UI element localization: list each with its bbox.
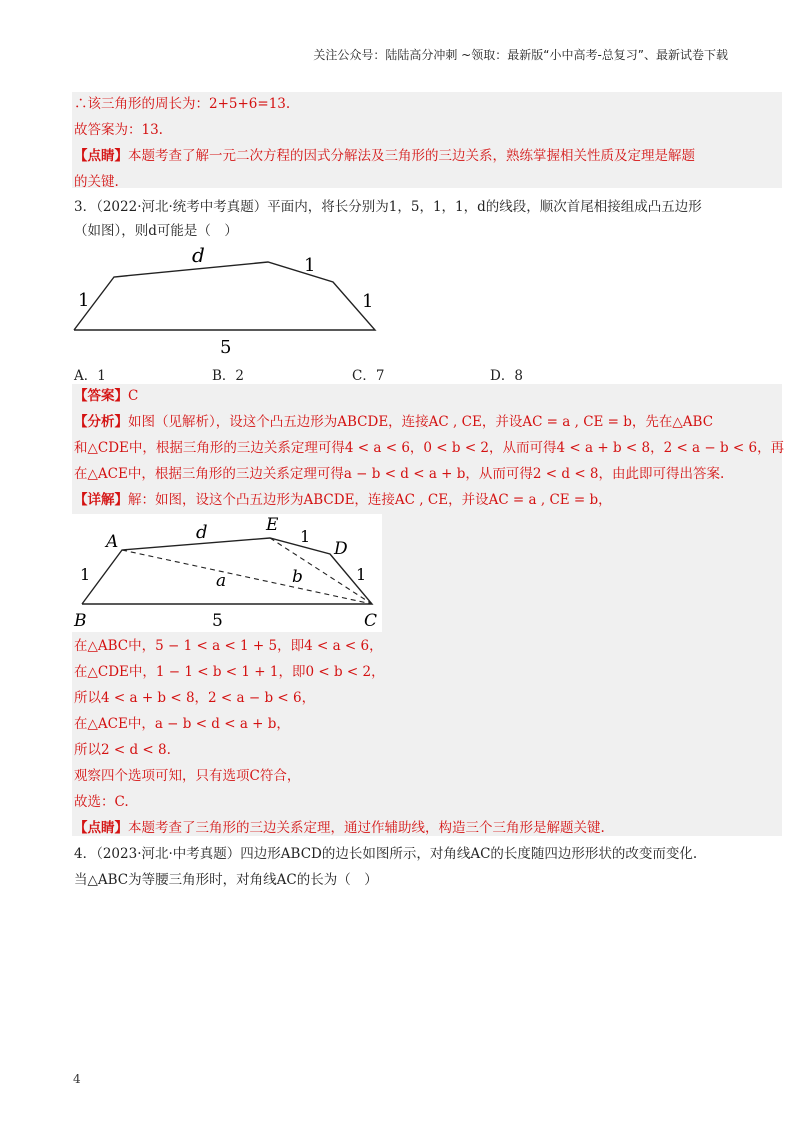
question-4-line-1: 4．（2023·河北·中考真题）四边形ABCD的边长如图所示，对角线AC的长度随四边形形状的改变而变化.: [74, 846, 698, 862]
answer-row: [74, 386, 138, 406]
analysis-text-1: 如图（见解析），设这个凸五边形为ABCDE，连接AC , CE，并设AC = a , CE = b，先在△ABC: [128, 414, 714, 430]
option-d: D．8: [490, 368, 523, 384]
vertex-e: E: [266, 515, 279, 535]
question-4-line-2: 当△ABC为等腰三角形时，对角线AC的长为（ ）: [74, 872, 378, 888]
vertex-c: C: [364, 611, 378, 631]
pentagon-outline: [74, 262, 375, 330]
analysis-line-3: 在△ACE中，根据三角形的三边关系定理可得a − b < d < a + b，从而可得2 < d < 8，由此即可得出答案.: [74, 466, 725, 482]
step-6: 观察四个选项可知，只有选项C符合，: [74, 768, 301, 784]
pentagon-figure: [60, 240, 390, 360]
tip-line-q3: [74, 818, 605, 838]
label-a-2: a: [216, 571, 227, 591]
step-4: 在△ACE中，a − b < d < a + b，: [74, 716, 290, 732]
label-1-left: 1: [78, 290, 90, 311]
label-1-upper: 1: [304, 255, 316, 276]
detail-text-1: 解：如图，设这个凸五边形为ABCDE，连接AC , CE，并设AC = a , CE = b，: [128, 492, 612, 508]
question-3-line-1: 3．（2022·河北·统考中考真题）平面内，将长分别为1，5，1，1，d的线段，顺次首尾相接组成凸五边形: [74, 199, 702, 215]
step-7: 故选：C.: [74, 794, 129, 810]
analysis-line-2: 和△CDE中，根据三角形的三边关系定理可得4 < a < 6，0 < b < 2，从而可得4 < a + b < 8，2 < a − b < 6，再: [74, 440, 785, 456]
label-1-right-2: 1: [356, 565, 367, 584]
option-b: B．2: [212, 368, 245, 384]
label-5-bottom-2: 5: [212, 611, 223, 631]
detail-line-1: [74, 490, 612, 510]
label-5-bottom: 5: [220, 337, 232, 358]
tip-line-2: 的关键.: [74, 174, 119, 190]
label-1-left-2: 1: [80, 565, 91, 584]
label-d-2: d: [196, 522, 208, 543]
answer-tag: 【答案】: [74, 388, 128, 404]
vertex-a: A: [106, 532, 119, 552]
tip-tag: 【点睛】: [74, 148, 128, 164]
vertex-b: B: [74, 611, 87, 631]
step-3: 所以4 < a + b < 8，2 < a − b < 6，: [74, 690, 316, 706]
option-a: A．1: [74, 368, 106, 384]
page-header: 关注公众号：陆陆高分冲刺 ~领取：最新版“小中高考-总复习”、最新试卷下载: [313, 48, 728, 62]
step-1: 在△ABC中，5 − 1 < a < 1 + 5，即4 < a < 6，: [74, 638, 383, 654]
label-ed-1: 1: [300, 527, 311, 546]
question-3-line-2: （如图），则d可能是（ ）: [74, 223, 238, 239]
step-5: 所以2 < d < 8.: [74, 742, 171, 758]
tip-text-q3: 本题考查了三角形的三边关系定理，通过作辅助线，构造三个三角形是解题关键.: [128, 820, 605, 836]
label-b-2: b: [292, 567, 303, 587]
analysis-line-1: [74, 412, 713, 432]
step-2: 在△CDE中，1 − 1 < b < 1 + 1，即0 < b < 2，: [74, 664, 385, 680]
option-c: C．7: [352, 368, 385, 384]
perimeter-line: ∴该三角形的周长为：2+5+6=13.: [74, 96, 291, 112]
detail-tag: 【详解】: [74, 492, 128, 508]
label-d: d: [192, 243, 205, 267]
pentagon-solution-figure: [72, 514, 382, 632]
tip-tag-q3: 【点睛】: [74, 820, 128, 836]
page-number: 4: [73, 1072, 81, 1086]
analysis-tag: 【分析】: [74, 414, 128, 430]
answer-value: C: [128, 388, 139, 404]
label-1-right: 1: [362, 291, 374, 312]
vertex-d: D: [334, 539, 348, 559]
tip-text-1: 本题考查了解一元二次方程的因式分解法及三角形的三边关系，熟练掌握相关性质及定理是解题: [128, 148, 695, 164]
answer-line: 故答案为：13.: [74, 122, 163, 138]
tip-line-1: [74, 146, 695, 166]
